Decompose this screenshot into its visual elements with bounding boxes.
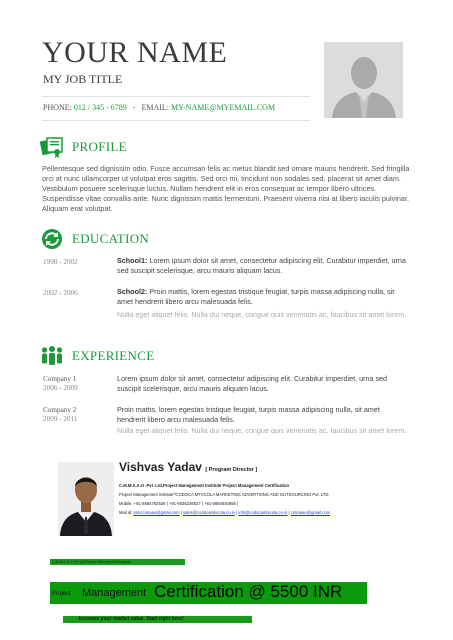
education-section-title: EDUCATION bbox=[72, 231, 150, 246]
job-title: MY JOB TITLE bbox=[43, 72, 123, 86]
email-link[interactable]: MY-NAME@MYEMAIL.COM bbox=[171, 103, 276, 112]
profile-section-title: PROFILE bbox=[72, 139, 127, 154]
promo-strip: C.M.M.A.A.O Pvt Ltd Project Management Institute bbox=[50, 559, 185, 565]
profile-photo-placeholder bbox=[324, 42, 403, 118]
education-dates: 1998 - 2002 bbox=[43, 258, 78, 266]
experience-dates: 2006 - 2009 bbox=[43, 384, 78, 392]
card-email-link[interactable]: cmmaao@gmail.com bbox=[290, 510, 331, 515]
resume-name: YOUR NAME bbox=[42, 36, 228, 69]
divider bbox=[42, 96, 310, 97]
card-mobile-line: Mobile: +91-8884782639 | +91-9036236527 | +91-8884640856 | bbox=[119, 501, 239, 506]
banner-certification-text: Certification @ 5500 INR bbox=[154, 582, 343, 601]
experience-dates: 2009 - 2011 bbox=[43, 415, 78, 423]
company-name: Company 1 bbox=[43, 375, 77, 383]
card-person-name bbox=[119, 460, 257, 474]
profile-text: Pellentesque sed dignissim odio. Fusce accumsan felis ac metus blandit sed ornare mauris hendrerit. Sed fringilla orci at nunc ullamcorper ut volutpat eros sagittis. Sed orci mi, tincidunt non sodales sed, placerat sit amet diam. Vestibulum posuere scelerisque luctus. Nullam hendrerit elit in eros consequat ac tempor libero ultrices. Suspendisse vitae convallis ante. Nunc dignissim mattis fermentum. Praesent viverra nisi at libero iaculis pulvinar. Aliquam erat volutpat. bbox=[42, 164, 410, 213]
contact-line bbox=[43, 103, 275, 112]
education-entry bbox=[117, 256, 409, 276]
company-name: Company 2 bbox=[43, 406, 77, 414]
card-company-line: C.M.M.A.A.O .Pvt .Ltd.Project Management Institute Project Management Certification bbox=[119, 483, 290, 488]
school-name: School2: bbox=[117, 287, 148, 296]
promo-tagline: Increase your market value. Start right here! bbox=[63, 616, 252, 623]
card-mail-label: Mail id: bbox=[119, 510, 133, 515]
card-institute-line: Project Management Institute^CODOCA MTVCOLA MARKETING ADVERTSING AND OUTSOURCING Pvt. LTD. bbox=[119, 492, 330, 497]
card-email-link[interactable]: sales@codocamtvcola.co.in bbox=[183, 510, 235, 515]
contact-separator: - bbox=[132, 103, 136, 112]
card-email-link[interactable]: pmicmmaao@gmail.com bbox=[133, 510, 180, 515]
people-icon bbox=[40, 345, 64, 367]
phone-label: PHONE: bbox=[43, 103, 72, 112]
email-label: EMAIL: bbox=[141, 103, 170, 112]
banner-management-text: Management bbox=[82, 587, 147, 599]
card-role: [ Program Director ] bbox=[205, 467, 258, 473]
person-photo-icon bbox=[58, 462, 114, 536]
avatar-silhouette-icon bbox=[324, 42, 403, 118]
experience-section-title: EXPERIENCE bbox=[72, 348, 155, 363]
card-email-link[interactable]: info@codocamtvcola.co.in bbox=[238, 510, 288, 515]
phone-value: 012 / 345 - 6789 bbox=[73, 103, 127, 112]
card-photo bbox=[58, 462, 114, 536]
banner-project-text: Project bbox=[52, 591, 71, 597]
education-description: Lorem ipsum dolor sit amet, consectetur adipiscing elit. Curabitur imperdiet, urna sed suscipit scelerisque, arcu mauris aliquam lacus. bbox=[117, 256, 406, 275]
school-name: School1: bbox=[117, 256, 148, 265]
education-extra: Nulla eget aliquet felis. Nulla dui neque, congue quis venenatis ac, faucibus sit amet lorem. bbox=[117, 310, 407, 319]
experience-extra: Nulla eget aliquet felis. Nulla dui neque, congue quis venenatis ac, faucibus sit amet lorem. bbox=[117, 426, 407, 435]
business-card bbox=[58, 462, 403, 536]
experience-description: Proin mattis, lorem egestas tristique feugiat, turpis massa adipiscing nulla, sit amet hendrerit libero arcu malesuada felis. bbox=[117, 405, 380, 424]
education-description: Proin mattis, lorem egestas tristique feugiat, turpis massa adipiscing nulla, sit amet hendrerit libero arcu malesuada felis. bbox=[117, 287, 395, 306]
certificate-icon bbox=[40, 136, 64, 158]
card-mail-line: Mail id: pmicmmaao@gmail.com | sales@codocamtvcola.co.in | info@codocamtvcola.co.in | cmmaao@gmail.com bbox=[119, 510, 331, 515]
education-dates: 2002 - 2006 bbox=[43, 289, 78, 297]
divider bbox=[42, 120, 310, 121]
experience-description: Lorem ipsum dolor sit amet, consectetur adipiscing elit. Curabitur imperdiet, urna sed suscipit scelerisque, arcu mauris aliquam lacus. bbox=[117, 374, 388, 393]
promo-banner[interactable] bbox=[50, 582, 367, 604]
refresh-icon bbox=[40, 228, 64, 250]
education-entry bbox=[117, 287, 409, 307]
card-name-text: Vishvas Yadav bbox=[119, 460, 202, 474]
